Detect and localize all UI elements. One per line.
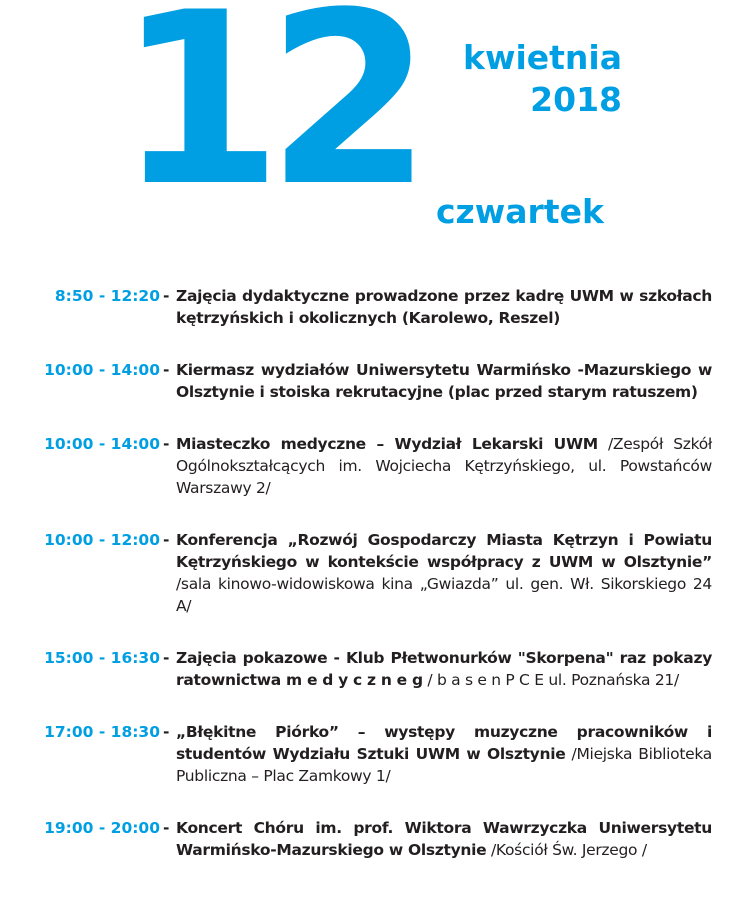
event-item bbox=[0, 433, 751, 499]
event-time: 15:00 - 16:30 bbox=[44, 649, 160, 667]
month-label: kwietnia bbox=[463, 38, 622, 77]
event-title: Kiermasz wydziałów Uniwersytetu Warmińsko -Mazurskiego w Olsztynie i stoiska rekrutacyjne (plac przed starym ratuszem) bbox=[176, 361, 712, 401]
event-item bbox=[0, 721, 751, 787]
event-separator: - bbox=[163, 723, 170, 741]
event-description bbox=[176, 433, 712, 499]
event-separator: - bbox=[163, 287, 170, 305]
event-description bbox=[176, 529, 712, 617]
event-title: „Błękitne Piórko” – występy muzyczne pracowników i studentów Wydziału Sztuki UWM w Olsztynie bbox=[176, 723, 712, 763]
year-label: 2018 bbox=[530, 80, 622, 119]
event-description bbox=[176, 721, 712, 787]
event-location: / b a s e n P C E ul. Poznańska 21/ bbox=[422, 671, 679, 689]
event-time: 17:00 - 18:30 bbox=[44, 723, 160, 741]
event-location: /Zespół Szkół Ogólnokształcących im. Wojciecha Kętrzyńskiego, ul. Powstańców Warszawy 2/ bbox=[176, 435, 712, 497]
event-item bbox=[0, 359, 751, 403]
event-title: Zajęcia dydaktyczne prowadzone przez kadrę UWM w szkołach kętrzyńskich i okolicznych (Karolewo, Reszel) bbox=[176, 287, 712, 327]
event-title: Zajęcia pokazowe - Klub Płetwonurków "Skorpena" raz pokazy ratownictwa m e d y c z n e g bbox=[176, 649, 712, 689]
day-number: 12 bbox=[117, 0, 417, 239]
event-time: 8:50 - 12:20 bbox=[54, 287, 160, 305]
event-description bbox=[176, 817, 712, 861]
event-time: 19:00 - 20:00 bbox=[44, 819, 160, 837]
event-separator: - bbox=[163, 649, 170, 667]
event-item bbox=[0, 285, 751, 329]
event-location: /Kościół Św. Jerzego / bbox=[486, 841, 647, 859]
event-description bbox=[176, 647, 712, 691]
event-time: 10:00 - 14:00 bbox=[44, 361, 160, 379]
event-title: Miasteczko medyczne – Wydział Lekarski UWM bbox=[176, 435, 598, 453]
event-separator: - bbox=[163, 531, 170, 549]
event-separator: - bbox=[163, 361, 170, 379]
event-title: Koncert Chóru im. prof. Wiktora Wawrzyczka Uniwersytetu Warmińsko-Mazurskiego w Olsztynie bbox=[176, 819, 712, 859]
event-description bbox=[176, 285, 712, 329]
event-item bbox=[0, 529, 751, 617]
event-item bbox=[0, 647, 751, 691]
weekday-label: czwartek bbox=[436, 192, 604, 231]
event-time: 10:00 - 14:00 bbox=[44, 435, 160, 453]
event-schedule bbox=[0, 285, 751, 861]
event-title: Konferencja „Rozwój Gospodarczy Miasta Kętrzyn i Powiatu Kętrzyńskiego w kontekście współpracy z UWM w Olsztynie” bbox=[176, 531, 712, 571]
event-item bbox=[0, 817, 751, 861]
event-location: /Miejska Biblioteka Publiczna – Plac Zamkowy 1/ bbox=[176, 745, 712, 785]
event-separator: - bbox=[163, 819, 170, 837]
event-separator: - bbox=[163, 435, 170, 453]
event-description bbox=[176, 359, 712, 403]
event-location: /sala kinowo-widowiskowa kina „Gwiazda” ul. gen. Wł. Sikorskiego 24 A/ bbox=[176, 575, 712, 615]
event-time: 10:00 - 12:00 bbox=[44, 531, 160, 549]
